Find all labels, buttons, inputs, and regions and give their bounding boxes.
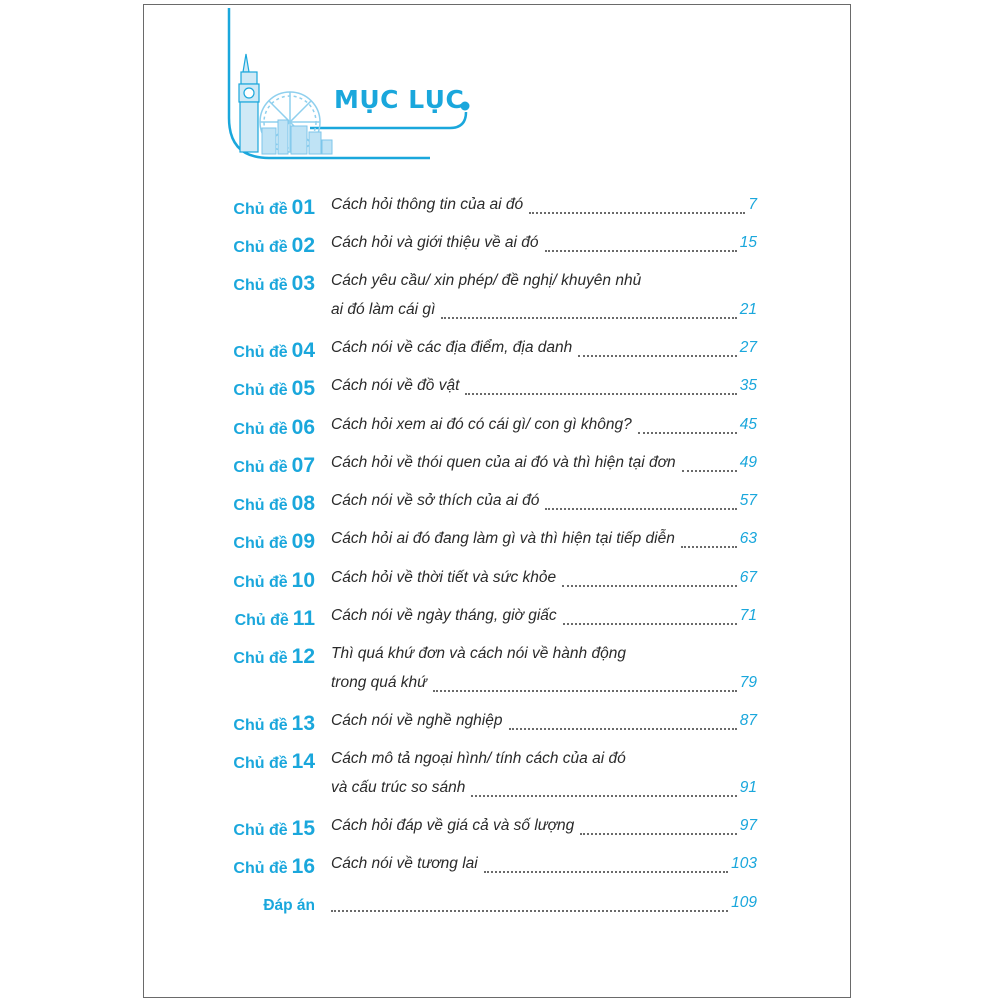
topic-label (233, 416, 315, 440)
entry-title: Cách hỏi và giới thiệu về ai đó (331, 234, 539, 251)
entry-title: Cách hỏi về thói quen của ai đó và thì hiện tại đơn (331, 454, 676, 471)
topic-number: 15 (291, 817, 315, 840)
dot-leader (331, 909, 728, 912)
dot-leader (638, 431, 737, 434)
topic-label (233, 492, 315, 516)
topic-prefix: Chủ đề (233, 822, 288, 839)
dot-leader (578, 354, 736, 357)
entry-title: và cấu trúc so sánh (331, 779, 466, 796)
topic-label (233, 645, 315, 669)
topic-number: 09 (291, 530, 315, 553)
page-number: 79 (739, 674, 757, 691)
entry-title-line (331, 530, 757, 554)
topic-number: 02 (291, 234, 315, 257)
page-number: 35 (739, 377, 757, 394)
entry-title-line (331, 301, 757, 325)
topic-prefix: Chủ đề (233, 277, 288, 294)
dot-leader (529, 211, 745, 214)
entry-title: ai đó làm cái gì (331, 301, 436, 318)
page-number: 49 (739, 454, 757, 471)
page-number: 109 (731, 894, 757, 911)
topic-prefix: Chủ đề (233, 344, 288, 361)
topic-number: 14 (291, 750, 315, 773)
entry-title-line (331, 674, 757, 698)
entry-title-line (331, 234, 757, 258)
entry-title-line (331, 416, 757, 440)
entry-title-line (331, 645, 757, 669)
page-number: 57 (739, 492, 757, 509)
topic-number: 04 (291, 339, 315, 362)
topic-prefix: Chủ đề (233, 860, 288, 877)
topic-prefix: Chủ đề (233, 650, 288, 667)
topic-prefix: Chủ đề (233, 382, 288, 399)
entry-title: Cách nói về tương lai (331, 855, 478, 872)
entry-title-line (331, 454, 757, 478)
dot-leader (580, 832, 737, 835)
entry-title: Cách hỏi thông tin của ai đó (331, 196, 524, 213)
dot-leader (441, 316, 737, 319)
topic-label (233, 234, 315, 258)
topic-prefix: Chủ đề (233, 239, 288, 256)
entry-title-line (331, 377, 757, 401)
page-number: 97 (739, 817, 757, 834)
topic-number: 12 (291, 645, 315, 668)
topic-number: 05 (291, 377, 315, 400)
entry-title-line (331, 779, 757, 803)
entry-title: Cách yêu cầu/ xin phép/ đề nghị/ khuyên nhủ (331, 272, 642, 289)
topic-prefix: Chủ đề (233, 717, 288, 734)
topic-label (233, 377, 315, 401)
entry-title-line (331, 607, 757, 631)
topic-prefix: Chủ đề (233, 755, 288, 772)
entry-title: Cách nói về đồ vật (331, 377, 460, 394)
dot-leader (433, 689, 737, 692)
topic-label (233, 339, 315, 363)
entry-title: Cách hỏi đáp về giá cả và số lượng (331, 817, 575, 834)
topic-number: 03 (291, 272, 315, 295)
entry-title: Cách nói về ngày tháng, giờ giấc (331, 607, 557, 624)
page-title: MỤC LỤC (334, 85, 465, 114)
topic-number: 08 (291, 492, 315, 515)
page-number: 63 (739, 530, 757, 547)
entry-title-line (331, 712, 757, 736)
dot-leader (562, 584, 737, 587)
dot-leader (465, 392, 736, 395)
entry-title: trong quá khứ (331, 674, 427, 691)
topic-number: 06 (291, 416, 315, 439)
topic-prefix: Chủ đề (233, 201, 288, 218)
entry-title: Cách nói về nghề nghiệp (331, 712, 503, 729)
page-number: 7 (748, 196, 757, 213)
page-number: 21 (739, 301, 757, 318)
topic-label (233, 530, 315, 554)
entry-title-line (331, 750, 757, 774)
dot-leader (681, 545, 737, 548)
page-number: 91 (739, 779, 757, 796)
topic-label (233, 569, 315, 593)
topic-number: 01 (291, 196, 315, 219)
answers-label: Đáp án (263, 897, 315, 914)
page-number: 45 (739, 416, 757, 433)
topic-number: 07 (291, 454, 315, 477)
dot-leader (471, 794, 736, 797)
page-number: 27 (739, 339, 757, 356)
dot-leader (545, 249, 737, 252)
entry-title: Cách nói về các địa điểm, địa danh (331, 339, 573, 356)
dot-leader (509, 727, 737, 730)
entry-title: Cách nói về sở thích của ai đó (331, 492, 540, 509)
page-number: 103 (731, 855, 757, 872)
entry-title: Cách hỏi ai đó đang làm gì và thì hiện tại tiếp diễn (331, 530, 675, 547)
page-number: 87 (739, 712, 757, 729)
topic-label (233, 855, 315, 879)
entry-title-line (331, 196, 757, 220)
topic-label (233, 272, 315, 296)
entry-title: Cách hỏi về thời tiết và sức khỏe (331, 569, 557, 586)
page-number: 71 (739, 607, 757, 624)
topic-prefix: Chủ đề (234, 612, 289, 629)
topic-label (233, 750, 315, 774)
entry-title-line (331, 492, 757, 516)
topic-number: 10 (291, 569, 315, 592)
page-number: 67 (739, 569, 757, 586)
dot-leader (545, 507, 736, 510)
topic-prefix: Chủ đề (233, 574, 288, 591)
topic-number: 16 (291, 855, 315, 878)
topic-label (233, 712, 315, 736)
topic-prefix: Chủ đề (233, 421, 288, 438)
entry-title-line (331, 272, 757, 296)
dot-leader (563, 622, 737, 625)
entry-title: Thì quá khứ đơn và cách nói về hành động (331, 645, 626, 662)
entry-title-line (331, 817, 757, 841)
entry-title: Cách hỏi xem ai đó có cái gì/ con gì không? (331, 416, 632, 433)
dot-leader (682, 469, 737, 472)
topic-prefix: Chủ đề (233, 459, 288, 476)
topic-label (235, 607, 315, 631)
entry-title-line (331, 855, 757, 879)
topic-prefix: Chủ đề (233, 535, 288, 552)
entry-title-line (331, 894, 757, 918)
entry-title-line (331, 339, 757, 363)
topic-number: 13 (291, 712, 315, 735)
entry-title: Cách mô tả ngoại hình/ tính cách của ai đó (331, 750, 626, 767)
topic-label (233, 196, 315, 220)
topic-label (233, 817, 315, 841)
entry-title-line (331, 569, 757, 593)
page-number: 15 (739, 234, 757, 251)
topic-label (233, 454, 315, 478)
dot-leader (484, 870, 728, 873)
topic-prefix: Chủ đề (233, 497, 288, 514)
topic-number: 11 (292, 607, 315, 630)
